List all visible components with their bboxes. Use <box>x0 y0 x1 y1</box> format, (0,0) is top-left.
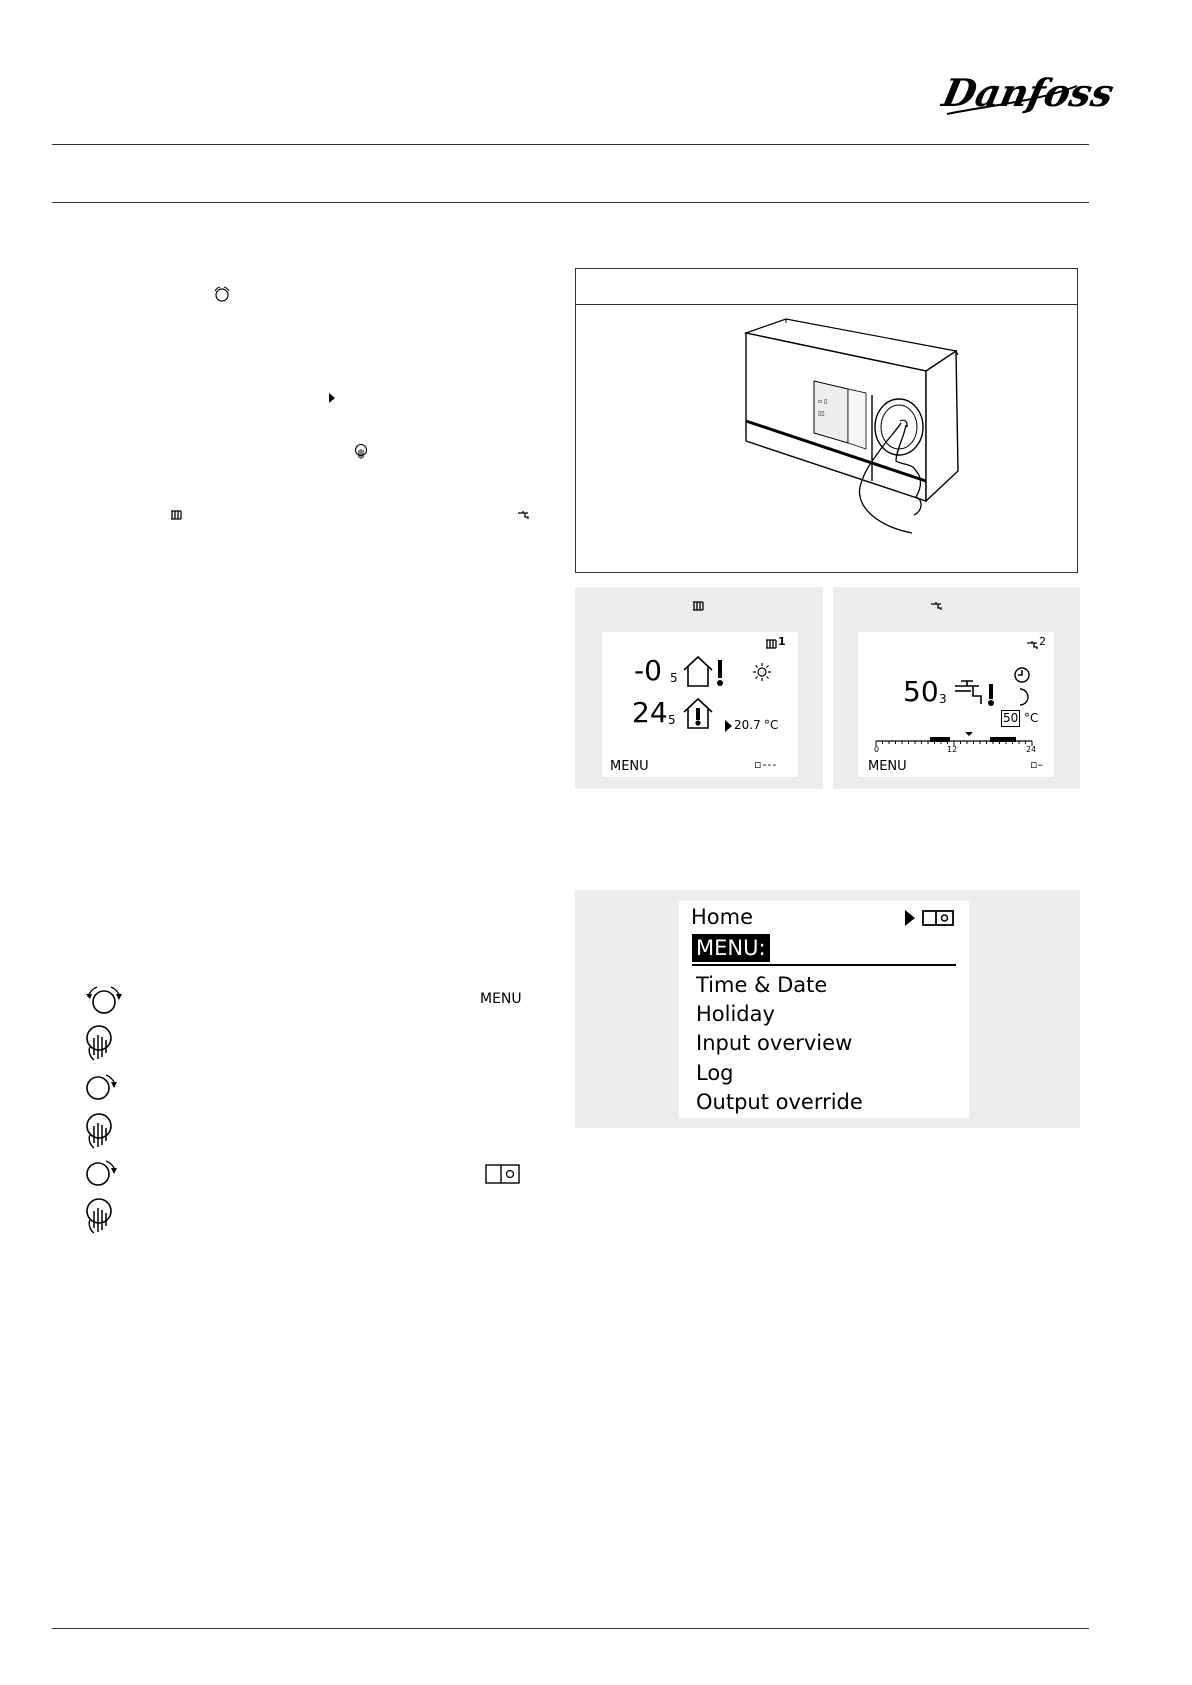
svg-text:Danfoss: Danfoss <box>938 71 1118 116</box>
dial-turn-icon <box>84 983 124 1017</box>
dial-turn-icon <box>212 285 232 303</box>
moon-icon <box>1017 688 1029 706</box>
tap-icon <box>516 510 530 520</box>
house-room-icon <box>682 696 714 730</box>
status-indicator: ▫--- <box>754 758 778 771</box>
push-button-icon <box>84 1196 116 1236</box>
room-temp: 24 <box>632 696 668 729</box>
timeline-tick-24: 24 <box>1026 745 1037 754</box>
clock-icon <box>1013 666 1031 684</box>
outdoor-temp: -0 <box>634 654 662 687</box>
common-controller-icon <box>485 1164 520 1184</box>
tap-icon <box>1025 640 1039 650</box>
timeline-tick-0: 0 <box>874 745 880 754</box>
tap-icon <box>929 601 943 611</box>
device-illustration-box <box>575 268 1078 573</box>
svg-text:▯▯: ▯▯ <box>818 410 825 417</box>
setpoint-unit: °C <box>1024 711 1039 725</box>
sun-icon <box>752 662 772 682</box>
arrow-right-icon <box>725 720 732 732</box>
svg-text:▫ ▯: ▫ ▯ <box>818 398 828 405</box>
setpoint-value: 50 <box>1003 711 1019 725</box>
push-button-icon <box>354 443 368 461</box>
illustration-title-bar <box>576 269 1077 305</box>
menu-divider <box>692 964 956 966</box>
menu-label: MENU <box>868 759 907 774</box>
house-outdoor-icon <box>682 654 732 688</box>
menu-item-log[interactable]: Log <box>696 1061 734 1085</box>
tap-temp-decimal: 3 <box>939 692 947 706</box>
arrow-right-icon <box>328 392 336 404</box>
menu-lcd-screen <box>679 901 969 1118</box>
danfoss-logo <box>938 66 1118 120</box>
controller-illustration <box>726 311 1016 566</box>
header-rule-top <box>52 144 1089 145</box>
setpoint-box <box>1001 710 1020 727</box>
dhw-display-panel <box>833 587 1080 789</box>
menu-label: MENU <box>610 759 649 774</box>
outdoor-temp-decimal: 5 <box>670 671 678 685</box>
radiator-icon <box>170 510 182 520</box>
desired-temp: 20.7 <box>734 718 761 732</box>
menu-label-inline: MENU <box>480 991 522 1007</box>
timeline-tick-12: 12 <box>947 745 958 754</box>
push-button-icon <box>84 1111 116 1151</box>
footer-rule <box>52 1628 1089 1629</box>
menu-item-output-override[interactable]: Output override <box>696 1090 863 1114</box>
menu-header-highlight[interactable] <box>692 934 770 962</box>
arrow-right-icon <box>904 909 916 927</box>
menu-item-holiday[interactable]: Holiday <box>696 1002 775 1026</box>
menu-header: MENU: <box>696 936 766 960</box>
dial-turn-right-icon <box>84 1158 118 1188</box>
header-rule-bottom <box>52 202 1089 203</box>
dhw-lcd-screen <box>858 632 1054 777</box>
circuit-number: 2 <box>1039 635 1046 648</box>
tap-temp: 50 <box>903 675 939 708</box>
temp-unit: °C <box>764 718 779 732</box>
radiator-icon <box>692 601 704 611</box>
menu-title: Home <box>691 905 754 929</box>
circuit-number: 1 <box>778 635 786 648</box>
room-temp-decimal: 5 <box>668 713 676 727</box>
radiator-icon <box>765 639 777 649</box>
status-indicator: ▫– <box>1030 758 1043 771</box>
common-controller-icon <box>922 910 954 926</box>
tap-temp-icon <box>953 678 1001 708</box>
dial-turn-right-icon <box>84 1072 118 1102</box>
menu-item-input-overview[interactable]: Input overview <box>696 1031 853 1055</box>
heating-display-panel <box>575 587 823 789</box>
push-button-icon <box>84 1023 116 1063</box>
menu-item-time-date[interactable]: Time & Date <box>696 973 828 997</box>
heating-lcd-screen <box>602 632 798 777</box>
